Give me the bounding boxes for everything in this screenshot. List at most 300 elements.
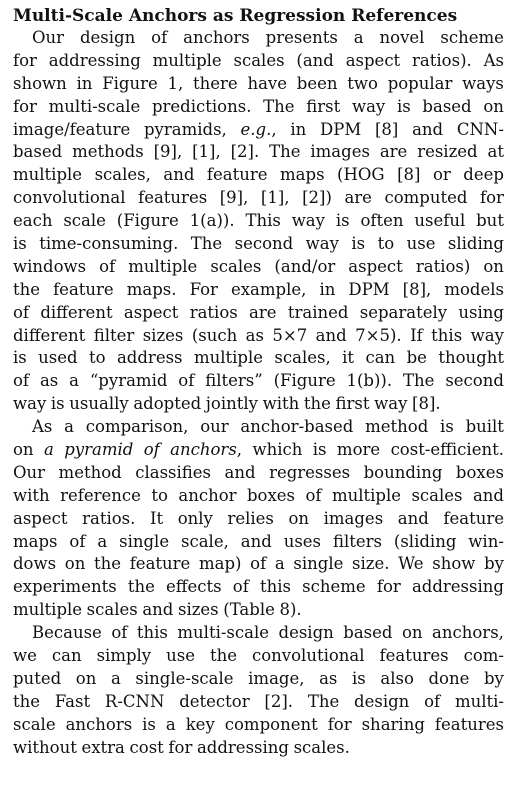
word: map) (199, 554, 242, 574)
word: scales, (274, 348, 331, 368)
word: com- (463, 646, 504, 666)
word: this (136, 623, 168, 643)
word: Our (32, 28, 65, 47)
word: The (263, 96, 295, 116)
word: and (412, 119, 444, 139)
word: are (249, 302, 277, 322)
word: (HOG (337, 165, 385, 185)
word: The (307, 691, 340, 711)
word: extra (81, 737, 125, 757)
word: [9], (219, 188, 249, 208)
word: method (365, 417, 429, 437)
word: ratios. (82, 508, 136, 528)
word: scales (86, 600, 138, 620)
word: 1, (167, 73, 184, 93)
word: only (177, 508, 213, 528)
text-line (13, 96, 504, 119)
word: design (79, 28, 136, 47)
word: is (142, 714, 156, 734)
word: [1], (260, 188, 290, 208)
word: DPM (348, 279, 390, 299)
word: ratios (189, 302, 238, 322)
word: filter (93, 325, 135, 345)
word: (Table (223, 600, 275, 620)
word: scheme (440, 28, 504, 47)
word: for (13, 96, 37, 116)
word: anchors, (170, 440, 243, 460)
word: way (351, 96, 386, 116)
word: [9], (153, 142, 183, 162)
word: It (149, 508, 164, 528)
word: novel (379, 28, 425, 47)
word: deep (463, 165, 504, 185)
text-line (13, 553, 504, 576)
word: 7×5). (355, 325, 402, 345)
word: 1(a)). (189, 211, 235, 231)
word: features (138, 188, 208, 208)
text-line (13, 370, 504, 393)
text-line (13, 347, 504, 370)
text-line (13, 187, 504, 210)
word: filters” (205, 371, 263, 391)
word: ways (462, 73, 504, 93)
word: addressing (196, 737, 289, 757)
word: boxes (246, 485, 296, 505)
word: relies (227, 508, 274, 528)
word: image/feature (13, 119, 131, 139)
word: component (224, 714, 318, 734)
word: feature (129, 554, 191, 574)
word: (such (191, 325, 238, 345)
word: on (401, 623, 423, 643)
text-line (13, 737, 504, 760)
word: multi-scale (48, 96, 141, 116)
word: without (13, 737, 77, 757)
word: by (484, 668, 504, 688)
word: aspect (13, 508, 68, 528)
word: 5×7 (272, 325, 308, 345)
word: use (406, 234, 436, 254)
word: single (119, 531, 170, 551)
word: (Figure (273, 371, 336, 391)
word: single-scale (135, 668, 234, 688)
word: boxes (455, 462, 504, 482)
word: cost-efficient. (390, 440, 504, 460)
word: the (13, 691, 41, 711)
word: scales (411, 485, 463, 505)
word: this (260, 577, 292, 597)
word: uses (283, 531, 322, 551)
word: The (403, 371, 435, 391)
word: win- (468, 531, 504, 551)
word: on (64, 554, 86, 574)
word: [8] (397, 165, 421, 185)
text-line (13, 119, 504, 142)
word: multiple (152, 50, 222, 70)
word: a (97, 531, 108, 551)
word: (and/or (274, 256, 336, 276)
word: based (422, 96, 472, 116)
word: for (168, 737, 193, 757)
word: sliding (447, 234, 504, 254)
word: anchor-based (240, 417, 354, 437)
word: images (310, 142, 370, 162)
word: which (252, 440, 303, 460)
word: is (352, 668, 366, 688)
word: of (232, 577, 249, 597)
word: scales (210, 256, 262, 276)
word: of (69, 531, 86, 551)
word: two (347, 73, 378, 93)
text-line (13, 508, 504, 531)
word: in (319, 279, 336, 299)
word: Because (32, 623, 102, 643)
word: way (291, 211, 325, 231)
word: based (13, 142, 63, 162)
word: multi- (454, 691, 504, 711)
word: by (484, 554, 504, 574)
word: multiple (13, 165, 83, 185)
word: as (245, 325, 264, 345)
word: time-consuming. (39, 234, 179, 254)
text-line (13, 256, 504, 279)
text-line (13, 485, 504, 508)
word: usually (69, 394, 129, 414)
word: scheme (302, 577, 366, 597)
word: scale (63, 211, 106, 231)
word: a (64, 417, 74, 437)
word: way (374, 394, 408, 414)
word: anchors (183, 28, 250, 47)
word: is (13, 234, 27, 254)
word: using (458, 302, 504, 322)
word: shown (13, 73, 67, 93)
word: anchors (65, 714, 133, 734)
word: addressing (411, 577, 504, 597)
word: done (428, 668, 470, 688)
word: DPM (320, 119, 362, 139)
word: feature (206, 165, 268, 185)
text-line (13, 668, 504, 691)
word: sharing (361, 714, 425, 734)
word: scales (233, 50, 285, 70)
word: predictions. (151, 96, 252, 116)
word: simply (96, 646, 152, 666)
word: way (305, 234, 339, 254)
body-text (13, 27, 504, 760)
word: key (185, 714, 215, 734)
word: R-CNN (104, 691, 165, 711)
word: or (432, 165, 451, 185)
text-line (13, 141, 504, 164)
word: The (269, 142, 301, 162)
word: with (262, 394, 300, 414)
word: first (306, 96, 341, 116)
word: puted (13, 668, 62, 688)
word: and (472, 485, 504, 505)
word: features (379, 646, 449, 666)
word: reference (60, 485, 141, 505)
word: our (200, 417, 229, 437)
word: on (13, 440, 34, 460)
word: of (111, 623, 128, 643)
word: images (323, 508, 384, 528)
word: to (377, 234, 395, 254)
word: computed (384, 188, 468, 208)
word: scale (13, 714, 56, 734)
word: each (13, 211, 53, 231)
word: and (240, 531, 272, 551)
word: multiple (13, 600, 83, 620)
word: multiple (128, 256, 198, 276)
word: there (193, 73, 238, 93)
text-line (13, 50, 504, 73)
word: Fast (54, 691, 91, 711)
text-line (13, 462, 504, 485)
word: maps (280, 165, 325, 185)
text-line (13, 302, 504, 325)
word: “pyramid (89, 371, 168, 391)
text-line (13, 233, 504, 256)
word: to (151, 485, 168, 505)
word: useful (414, 211, 466, 231)
word: is (50, 394, 65, 414)
word: on (483, 96, 504, 116)
word: convolutional (13, 188, 126, 208)
word: a (43, 440, 54, 460)
word: pyramids, (144, 119, 227, 139)
word: (sliding (393, 531, 457, 551)
word: image, (248, 668, 305, 688)
word: comparison, (85, 417, 189, 437)
word: is (351, 234, 366, 254)
word: on (75, 668, 97, 688)
word: way (13, 394, 47, 414)
word: of (13, 371, 30, 391)
text-line (13, 210, 504, 233)
word: is (396, 96, 411, 116)
word: of (143, 440, 160, 460)
word: of (305, 485, 322, 505)
word: aspect (345, 50, 401, 70)
word: a (69, 371, 79, 391)
word: models (444, 279, 504, 299)
word: for (480, 188, 504, 208)
word: thought (438, 348, 504, 368)
paragraph (13, 416, 504, 622)
word: this (431, 325, 463, 345)
word: The (190, 234, 223, 254)
word: As (483, 50, 504, 70)
word: scales, (94, 165, 151, 185)
word: of (178, 371, 195, 391)
word: first (335, 394, 370, 414)
word: are (344, 188, 372, 208)
text-line (13, 393, 504, 416)
word: methods (72, 142, 144, 162)
word: [1], (192, 142, 221, 162)
word: pyramid (64, 440, 134, 460)
word: be (406, 348, 427, 368)
word: different (13, 325, 86, 345)
word: design (278, 623, 334, 643)
word: regresses (269, 462, 351, 482)
text-line (13, 439, 504, 462)
word: filters (332, 531, 382, 551)
word: it (342, 348, 355, 368)
word: convolutional (251, 646, 365, 666)
word: but (476, 211, 504, 231)
word: windows (13, 256, 87, 276)
text-line (13, 531, 504, 554)
word: at (487, 142, 504, 162)
word: of (13, 302, 30, 322)
word: in (290, 119, 307, 139)
word: 1(b)). (346, 371, 393, 391)
word: different (40, 302, 113, 322)
word: features (434, 714, 504, 734)
paragraph (13, 622, 504, 759)
word: a (165, 714, 176, 734)
word: experiments (13, 577, 117, 597)
text-line (13, 164, 504, 187)
word: We (398, 554, 424, 574)
word: scale, (181, 531, 229, 551)
word: maps (13, 531, 58, 551)
word: sizes (177, 600, 219, 620)
word: single (293, 554, 344, 574)
word: [8]. (412, 394, 441, 414)
word: can (51, 646, 82, 666)
word: trained (287, 302, 349, 322)
word: the (94, 554, 122, 574)
word: anchors, (432, 623, 504, 643)
word: can (365, 348, 396, 368)
word: of (99, 256, 116, 276)
word: anchor (178, 485, 237, 505)
word: and (163, 165, 195, 185)
word: have (247, 73, 288, 93)
text-line (13, 325, 504, 348)
word: [8] (374, 119, 399, 139)
word: for (327, 714, 352, 734)
word: the (13, 279, 41, 299)
text-line (13, 645, 504, 668)
word: classifies (135, 462, 212, 482)
word: with (13, 485, 50, 505)
word: ratios) (415, 256, 471, 276)
word: and (142, 600, 174, 620)
word: sizes (142, 325, 184, 345)
word: multi-scale (177, 623, 270, 643)
word: ratios). (412, 50, 472, 70)
word: second (445, 371, 504, 391)
word: on (483, 256, 504, 276)
word: show (432, 554, 476, 574)
text-line (13, 691, 504, 714)
word: This (245, 211, 281, 231)
word: [8], (402, 279, 432, 299)
word: (Figure (116, 211, 179, 231)
word: resized (417, 142, 478, 162)
word: is (440, 417, 454, 437)
word: used (38, 348, 78, 368)
word: method (58, 462, 122, 482)
word: addressing (48, 50, 141, 70)
word: also (380, 668, 414, 688)
word: [2]) (302, 188, 332, 208)
word: e.g., (240, 119, 277, 139)
word: If (410, 325, 423, 345)
word: example, (230, 279, 307, 299)
word: second (234, 234, 294, 254)
word: and (224, 462, 256, 482)
word: separately (359, 302, 448, 322)
word: detector (179, 691, 250, 711)
word: built (465, 417, 504, 437)
word: of (151, 28, 168, 47)
text-line (13, 576, 504, 599)
word: [2]. (230, 142, 260, 162)
word: effects (166, 577, 222, 597)
text-line (13, 279, 504, 302)
word: as (39, 371, 59, 391)
word: we (13, 646, 37, 666)
word: as (319, 668, 338, 688)
word: a (110, 668, 121, 688)
word: been (296, 73, 338, 93)
word: more (336, 440, 381, 460)
word: and (397, 508, 429, 528)
word: and (315, 325, 347, 345)
word: the (209, 646, 237, 666)
word: multiple (193, 348, 263, 368)
word: way (470, 325, 504, 345)
word: for (376, 577, 401, 597)
word: to (88, 348, 106, 368)
word: presents (265, 28, 338, 47)
word: dows (13, 554, 57, 574)
word: a (274, 554, 285, 574)
word: for (13, 50, 37, 70)
word: on (288, 508, 310, 528)
text-line (13, 714, 504, 737)
word: multiple (331, 485, 401, 505)
word: Our (13, 462, 46, 482)
text-line (13, 622, 504, 645)
word: CNN- (456, 119, 504, 139)
word: design (354, 691, 410, 711)
word: feature (53, 279, 114, 299)
word: a (353, 28, 364, 47)
word: As (32, 417, 53, 437)
word: aspect (123, 302, 179, 322)
word: (and (296, 50, 334, 70)
word: often (360, 211, 404, 231)
word: are (379, 142, 408, 162)
word: bounding (363, 462, 443, 482)
word: cost (129, 737, 164, 757)
paragraph (13, 27, 504, 416)
word: For (189, 279, 218, 299)
word: maps. (126, 279, 177, 299)
word: of (424, 691, 441, 711)
word: is (13, 348, 27, 368)
word: is (335, 211, 350, 231)
text-line (13, 27, 504, 50)
text-line (13, 599, 504, 622)
word: [2]. (264, 691, 294, 711)
